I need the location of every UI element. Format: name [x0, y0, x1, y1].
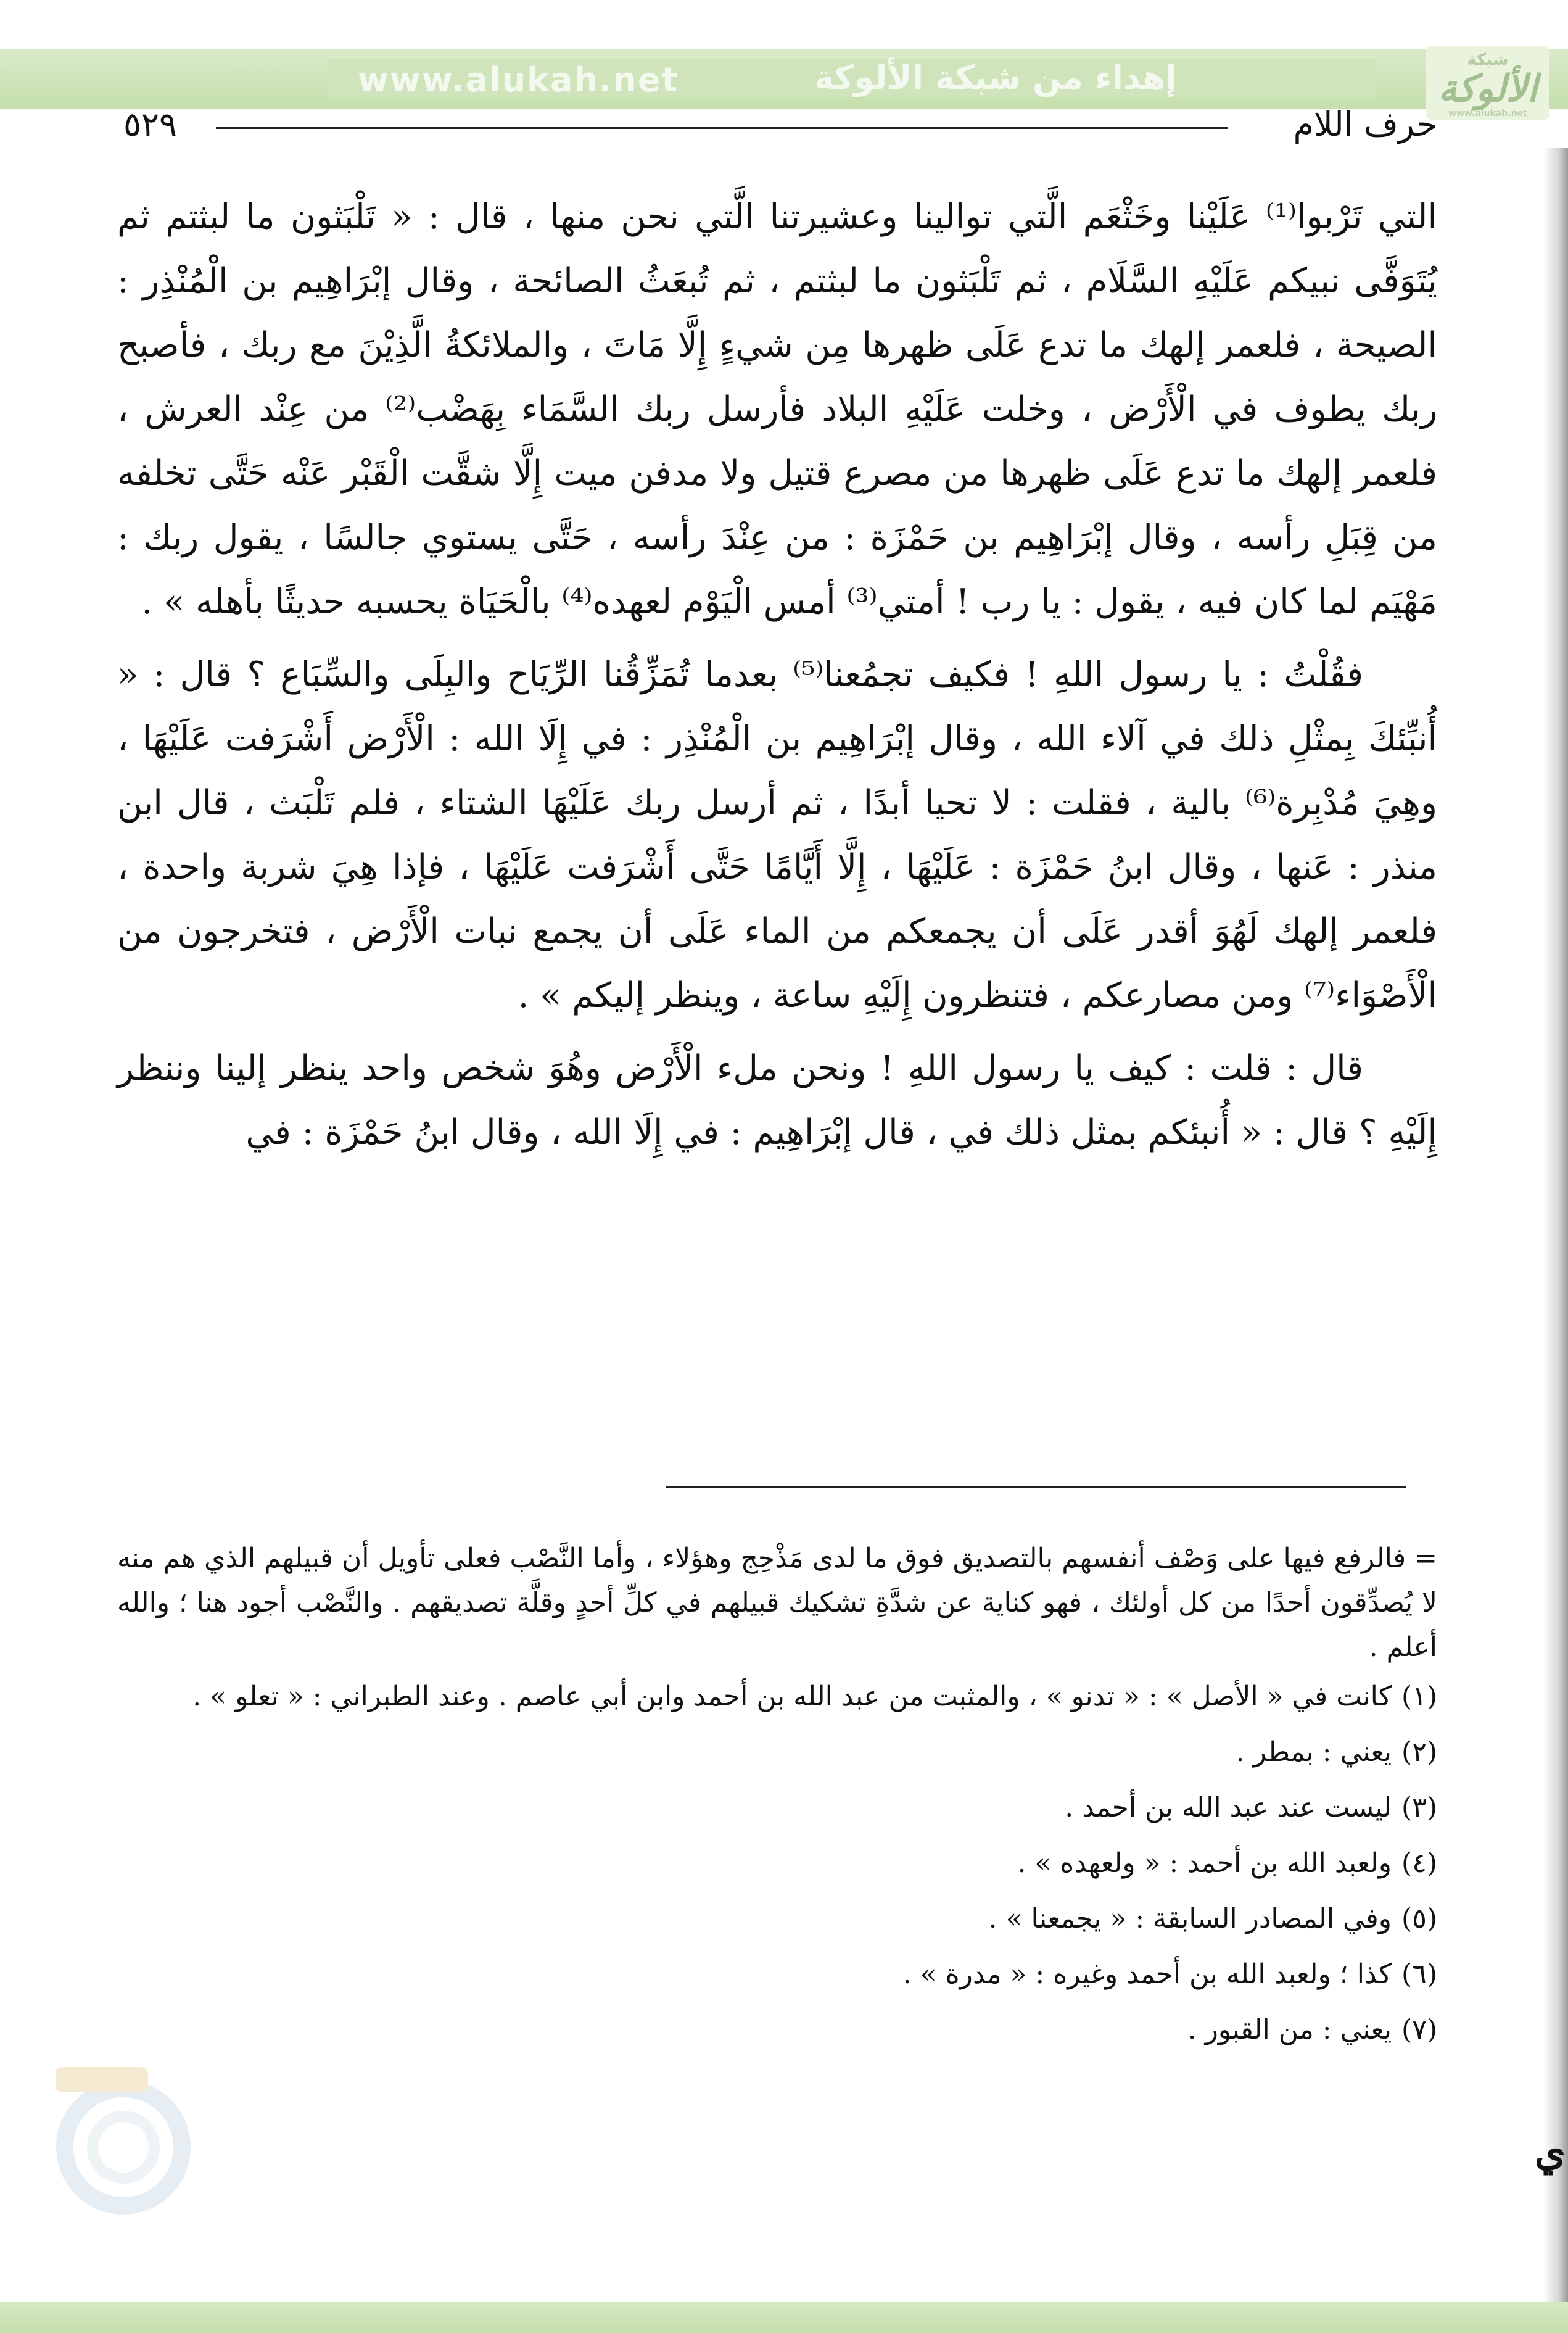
bottom-banner — [0, 2302, 1568, 2333]
logo-main-word: الألوكة — [1438, 67, 1538, 110]
page-number: ٥٢٩ — [123, 105, 178, 144]
footnote-3 — [117, 1786, 1437, 1830]
footnote-5 — [117, 1897, 1437, 1941]
footnote-text: وفي المصادر السابقة : « يجمعنا » . — [988, 1903, 1392, 1934]
banner-url: www.alukah.net — [358, 60, 679, 99]
footnote-2 — [117, 1730, 1437, 1775]
footnote-text: ليست عند عبد الله بن أحمد . — [1065, 1792, 1392, 1823]
paragraph-2: فقُلْتُ : يا رسول اللهِ ! فكيف تجمُعنا⁽⁵⁾ بعدما تُمَزِّقُنا الرِّيَاح والبِلَى والسِّبَاع ؟ قال : « أُنبِّئكَ بِمثْلِ ذلك في آلاء الله ، وقال إبْرَاهِيم بن الْمُنْذِر : في إِلَا الله : الْأَرْض أَشْرَفت عَلَيْهَا ، وهِيَ مُدْبِرة⁽⁶⁾ بالية ، فقلت : لا تحيا أبدًا ، ثم أرسل ربك عَلَيْهَا الشتاء ، فلم تَلْبَث ، قال ابن منذر : عَنها ، وقال ابنُ حَمْزَة : عَلَيْهَا ، إِلَّا أَيَّامًا حَتَّى أَشْرَفت عَلَيْهَا ، فإذا هِيَ شربة واحدة ، فلعمر إلهك لَهُوَ أقدر عَلَى أن يجمعكم من الماء عَلَى أن يجمع نبات الْأَرْض ، فتخرجون من الْأَصْوَاء⁽⁷⁾ ومن مصارعكم ، فتنظرون إِلَيْهِ ساعة ، وينظر إليكم » . — [117, 655, 1438, 1016]
footnote-number: (٦) — [1401, 1958, 1437, 1990]
main-text — [117, 185, 1437, 1165]
edge-glyph: ي — [1534, 2129, 1566, 2175]
footnote-number: (٤) — [1401, 1847, 1437, 1879]
paragraph-1: التي تَرْبوا⁽¹⁾ عَلَيْنا وخَثْعَم الَّتي توالينا وعشيرتنا الَّتي نحن منها ، قال : « تَلْبَثون ما لبثتم ثم يُتَوَفَّى نبيكم عَلَيْهِ السَّلَام ، ثم تَلْبَثون ما لبثتم ، ثم تُبعَثُ الصائحة ، وقال إبْرَاهِيم بن الْمُنْذِر : الصيحة ، فلعمر إلهك ما تدع عَلَى ظهرها مِن شيءٍ إِلَّا مَاتَ ، والملائكةُ الَّذِيْنَ مع ربك ، فأصبح ربك يطوف في الْأَرْض ، وخلت عَلَيْهِ البلاد فأرسل ربك السَّمَاء بِهَضْب⁽²⁾ من عِنْد العرش ، فلعمر إلهك ما تدع عَلَى ظهرها من مصرع قتيل ولا مدفن ميت إِلَّا شقَّت الْقَبْر عَنْه حَتَّى تخلفه من قِبَلِ رأسه ، وقال إبْرَاهِيم بن حَمْزَة : من عِنْدَ رأسه ، حَتَّى يستوي جالسًا ، يقول ربك : مَهْيَم لما كان فيه ، يقول : يا رب ! أمتي⁽³⁾ أمس الْيَوْم لعهده⁽⁴⁾ بالْحَيَاة يحسبه حديثًا بأهله » . — [117, 197, 1437, 622]
header-rule — [216, 127, 1228, 129]
footnotes — [117, 1536, 1437, 2063]
footnote-text: كذا ؛ ولعبد الله بن أحمد وغيره : « مدرة » . — [902, 1958, 1392, 1990]
logo-url: www.alukah.net — [1448, 109, 1527, 118]
paragraph-3: قال : قلت : كيف يا رسول اللهِ ! ونحن ملء الْأَرْض وهُوَ شخص واحد ينظر إلينا وننظر إِلَيْهِ ؟ قال : « أُنبئكم بمثل ذلك في ، قال إبْرَاهِيم : في إِلَا الله ، وقال ابنُ حَمْزَة : في — [117, 1048, 1437, 1153]
footnote-4 — [117, 1841, 1437, 1886]
footnote-text: ولعبد الله بن أحمد : « ولعهده » . — [1017, 1847, 1392, 1879]
footnote-separator — [666, 1486, 1406, 1488]
footnote-6 — [117, 1952, 1437, 1997]
page-edge-shadow — [1543, 148, 1568, 2302]
footnote-text: كانت في « الأصل » : « تدنو » ، والمثبت من عبد الله بن أحمد وابن أبي عاصم . وعند الطبراني : « تعلو » . — [192, 1681, 1392, 1712]
footnote-1 — [117, 1675, 1437, 1719]
footnote-text: يعني : بمطر . — [1236, 1736, 1392, 1768]
footnote-continuation: = فالرفع فيها على وَصْف أنفسهم بالتصديق فوق ما لدى مَذْحِج وهؤلاء ، وأما النَّصْب فعلى تأويل أن قبيلهم الذي هم منه لا يُصدِّقون أحدًا من كل أولئك ، فهو كناية عن شدَّةِ تشكيك قبيلهم في كلِّ أحدٍ وقلَّة تصديقهم . والنَّصْب أجود هنا ؛ والله أعلم . — [117, 1543, 1437, 1663]
chapter-title: حرف اللام — [1293, 105, 1437, 144]
running-header — [123, 105, 1437, 148]
footnote-number: (٢) — [1401, 1736, 1437, 1768]
footnote-number: (٥) — [1401, 1903, 1437, 1934]
logo-top-word: شبكة — [1467, 51, 1509, 69]
footnote-text: يعني : من القبور . — [1187, 2014, 1392, 2045]
banner-dedication: إهداء من شبكة الألوكة — [814, 58, 1177, 97]
top-banner — [0, 49, 1568, 118]
footnote-number: (٣) — [1401, 1792, 1437, 1823]
watermark-logo-icon — [31, 2055, 222, 2215]
footnote-number: (١) — [1401, 1681, 1437, 1712]
alukah-logo — [1426, 46, 1549, 120]
footnote-number: (٧) — [1401, 2014, 1437, 2045]
footnote-7 — [117, 2008, 1437, 2052]
